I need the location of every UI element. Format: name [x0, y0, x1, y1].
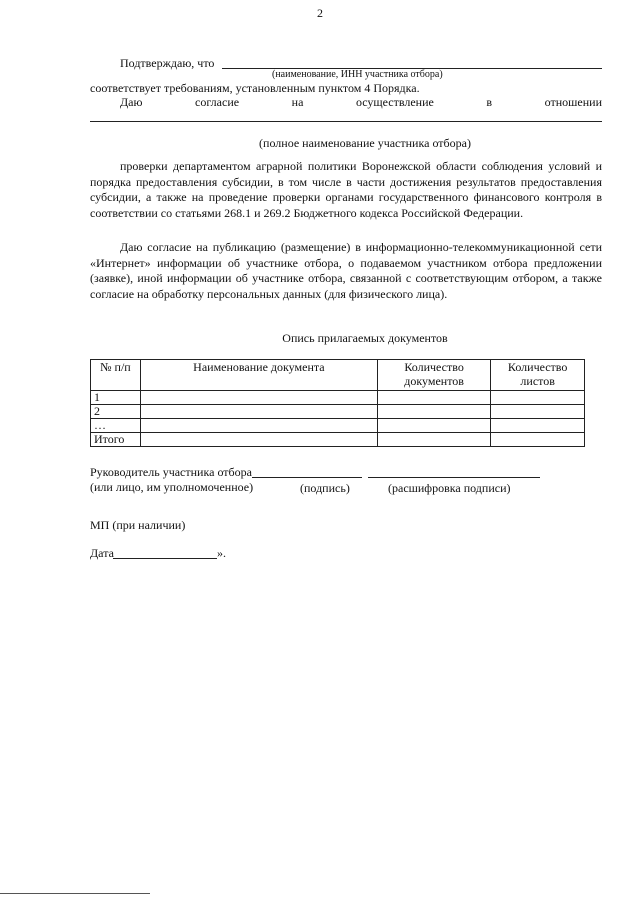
- table-row: [91, 405, 585, 419]
- cell-doc-name[interactable]: [140, 419, 377, 433]
- paragraph-checks: проверки департаментом аграрной политики Воронежской области соблюдения условий и порядка предоставления субсидии, в том числе в части достижения результатов предоставления субсидии, а также на проведение проверки органами государственного финансового контроля в соответствии со статьями 268.1 и 269.2 Бюджетного кодекса Российской Федерации.: [90, 159, 602, 220]
- cell-doc-count[interactable]: [377, 419, 490, 433]
- table-row: [91, 391, 585, 405]
- row-number: 2: [91, 405, 141, 419]
- row-number: …: [91, 419, 141, 433]
- consent-word: в: [486, 95, 493, 109]
- seal-label: МП (при наличии): [90, 518, 186, 532]
- footer-divider: [0, 893, 150, 894]
- paragraph-publication: Даю согласие на публикацию (размещение) в информационно-телекоммуникационной сети «Интернет» информации об участнике отбора, о подаваемом участником отбора предложении (заявке), иной информации об участнике отбора, связанной с соответствующим отбором, а также согласие на обработку персональных данных (для физического лица).: [90, 240, 602, 301]
- consent-word: отношении: [544, 95, 602, 109]
- decode-caption: (расшифровка подписи): [388, 481, 511, 495]
- confirm-caption: (наименование, ИНН участника отбора): [272, 69, 443, 80]
- header-sheet-count: Количество листов: [491, 360, 585, 391]
- sign-caption: (подпись): [300, 481, 350, 495]
- cell-sheet-count[interactable]: [491, 405, 585, 419]
- head-label: Руководитель участника отбора: [90, 465, 252, 479]
- header-number: № п/п: [91, 360, 141, 391]
- consent-word: согласие: [195, 95, 240, 109]
- confirm-continuation: соответствует требованиям, установленным пунктом 4 Порядка.: [90, 81, 420, 95]
- consent-word: Даю: [120, 95, 143, 109]
- consent-word: осуществление: [355, 95, 434, 109]
- signature-decode-field[interactable]: [368, 464, 540, 478]
- cell-doc-count[interactable]: [377, 391, 490, 405]
- table-header-row: [91, 360, 585, 391]
- participant-fullname-field[interactable]: [90, 111, 602, 122]
- cell-doc-name[interactable]: [140, 391, 377, 405]
- inventory-title: Опись прилагаемых документов: [282, 331, 448, 345]
- row-number: 1: [91, 391, 141, 405]
- cell-doc-count[interactable]: [377, 433, 490, 447]
- table-row: [91, 419, 585, 433]
- consent-word: на: [291, 95, 304, 109]
- head-sub: (или лицо, им уполномоченное): [90, 480, 254, 494]
- header-doc-name: Наименование документа: [140, 360, 377, 391]
- cell-sheet-count[interactable]: [491, 391, 585, 405]
- date-suffix: ».: [217, 546, 226, 560]
- inventory-table: [90, 359, 585, 447]
- confirm-lead: Подтверждаю, что: [120, 56, 215, 70]
- page-number: 2: [317, 6, 323, 20]
- date-field[interactable]: [113, 545, 217, 559]
- consent-caption: (полное наименование участника отбора): [259, 136, 471, 150]
- confirm-name-field[interactable]: [222, 54, 602, 69]
- consent-row: [120, 95, 602, 110]
- signature-field[interactable]: [252, 464, 362, 478]
- row-total-label: Итого: [91, 433, 141, 447]
- cell-doc-name[interactable]: [140, 405, 377, 419]
- cell-doc-name[interactable]: [140, 433, 377, 447]
- header-doc-count: Количество документов: [377, 360, 490, 391]
- table-row-total: [91, 433, 585, 447]
- date-label: Дата: [90, 546, 114, 560]
- cell-sheet-count[interactable]: [491, 433, 585, 447]
- cell-sheet-count[interactable]: [491, 419, 585, 433]
- cell-doc-count[interactable]: [377, 405, 490, 419]
